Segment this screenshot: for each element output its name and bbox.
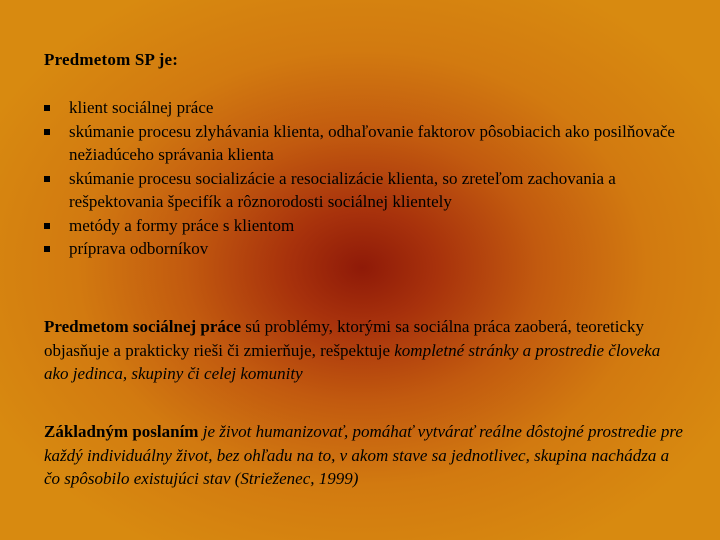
bullet-item	[44, 120, 684, 167]
bullet-text: metódy a formy práce s klientom	[69, 215, 295, 235]
paragraph-mission	[44, 420, 684, 491]
paragraph-mission-text: je život humanizovať, pomáhať vytvárať reálne dôstojné prostredie pre každý individuálny život, bez ohľadu na to, v akom stave sa jednotlivec, skupina nachádza a čo spôsobilo existujúci stav (Strieženec, 1999)	[44, 422, 683, 488]
bullet-item	[44, 96, 684, 120]
paragraph-subject-text: sú problémy, ktorými sa sociálna práca zaoberá, teoreticky objasňuje a prakticky rieši či zmierňuje, rešpektuje	[44, 317, 644, 360]
bullet-text: príprava odborníkov	[69, 239, 209, 258]
bullet-text: skúmanie procesu socializácie a resocializácie klienta, so zreteľom zachovania a rešpektovania špecifík a rôznorodosti sociálnej klientely	[69, 168, 616, 211]
bullet-item	[44, 237, 684, 261]
square-bullet-icon	[44, 105, 50, 111]
square-bullet-icon	[44, 176, 50, 182]
paragraph-subject-italic: kompletné stránky a prostredie človeka ako jedinca, skupiny či celej komunity	[44, 340, 661, 383]
bullet-item	[44, 214, 684, 238]
bullet-item	[44, 167, 684, 214]
bullet-text: skúmanie procesu zlyhávania klienta, odhaľovanie faktorov pôsobiacich ako posilňovače nežiadúceho správania klienta	[69, 121, 675, 164]
square-bullet-icon	[44, 246, 50, 252]
square-bullet-icon	[44, 129, 50, 135]
square-bullet-icon	[44, 223, 50, 229]
paragraph-subject-lead: Predmetom sociálnej práce	[44, 317, 242, 336]
paragraph-mission-lead: Základným poslaním	[44, 422, 199, 441]
slide-heading: Predmetom SP je:	[44, 50, 179, 69]
paragraph-subject	[44, 315, 684, 386]
bullet-text: klient sociálnej práce	[69, 98, 214, 117]
bullet-list	[44, 96, 684, 261]
